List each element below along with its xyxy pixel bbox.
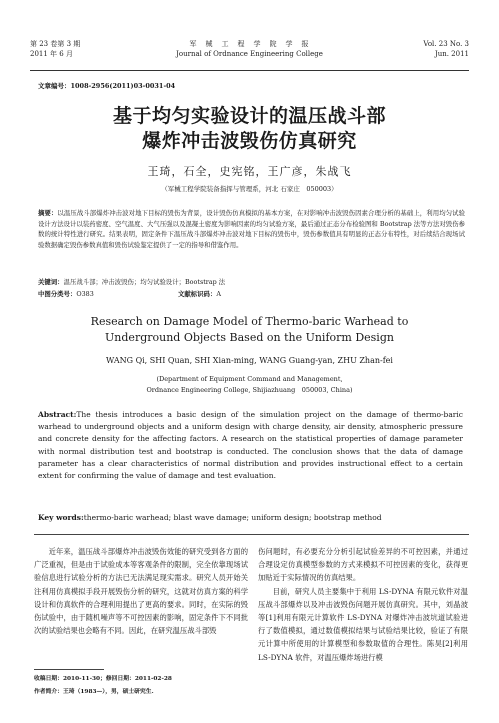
title-cn-line-2: 爆炸冲击波毁伤仿真研究: [142, 130, 357, 152]
keywords-cn-text: 温压战斗部；冲击波毁伤；均匀试验设计；Bootstrap 法: [63, 278, 226, 286]
affiliation-en: [0, 374, 499, 396]
body-column-right: [258, 545, 468, 664]
abstract-en-text: The thesis introduces a basic design of the simulation project on the damage of thermo-baric warhead to underground objects and a uniform design with charge density, air density, atmospheric pressure and concrete density for the affecting factors. A research on the statistical properties of damage parameter with normal distribution test and bootstrap is conducted. The conclusion shows that the data of damage parameter has a clear characteristics of normal distribution and provides instructional effect to a certain extent for confirming the value of damage and test evaluation.: [38, 410, 463, 481]
body-column-left: [34, 545, 248, 637]
abstract-cn-text: 以温压战斗部爆炸冲击波对地下目标的毁伤为背景，设计毁伤仿真模拟的基本方案，在对影响冲击波毁伤因素合理分析的基础上，利用均匀试验设计方法设计以装药密度、空气温度、大气压强以及混凝土密度为影响因素的均匀试验方案，最后通过正态分布检验图和 Bootstrap 法等方法对毁伤参数的统计特性进行研究。结果表明，固定条件下温压战斗部爆炸冲击波对地下目标的毁伤中，毁伤参数值具有明显的正态分布特性，对后续结合现场试验数据确定毁伤参数真值和毁伤试验鉴定提供了一定的指导和借鉴作用。: [38, 209, 466, 249]
clc-label: 中图分类号：: [38, 290, 77, 298]
body-paragraph: 伤问题时，有必要充分分析引起试验差异的不可控因素，并通过合理设定仿真模型参数的方式来模拟不可控因素的变化，获得更加贴近于实际情况的仿真结果。: [258, 547, 468, 583]
body-paragraph: 目前，研究人员主要集中于利用 LS-DYNA 有限元软件对温压战斗部爆炸以及冲击波毁伤问题开展仿真研究。其中，刘晶波等[1]利用有限元计算软件 LS-DYNA 对爆炸冲击波坑道试验进行了数值模拟，通过数值模拟结果与试验结果比较，验证了有限元计算中所使用的计算模型和参数取值的合理性。陈昊[2]利用 LS-DYNA 软件，对温压爆炸场进行模: [258, 586, 468, 662]
affiliation-cn: （军械工程学院装备指挥与管理系，河北 石家庄 050003）: [161, 185, 338, 193]
affiliation-en-line-1: (Department of Equipment Command and Management,: [156, 375, 343, 383]
title-en-line-2: Underground Objects Based on the Uniform Design: [105, 331, 394, 344]
abstract-cn: [38, 208, 465, 250]
issue-cn: 第 23 卷第 3 期: [30, 40, 81, 48]
classification-row: [38, 289, 338, 299]
abstract-en-label: Abstract:: [38, 410, 77, 419]
title-cn: [0, 104, 499, 154]
clc-value: O383: [76, 290, 94, 298]
doc-code-value: A: [216, 290, 221, 298]
header-divider: [30, 70, 469, 71]
keywords-cn-label: 关键词：: [38, 278, 64, 286]
abstract-cn-label: 摘要：: [38, 209, 58, 217]
header-center: [30, 39, 469, 59]
keywords-en-label: Key words:: [38, 513, 84, 522]
affiliation-en-line-2: Ordnance Engineering College, Shijiazhuang 050003, China): [146, 386, 353, 394]
abstract-en: [38, 409, 463, 482]
footnote-author: 作者简介：王琦（1983—），男，硕士研究生.: [34, 689, 154, 695]
authors-en: WANG Qi, SHI Quan, SHI Xian-ming, WANG Guang-yan, ZHU Zhan-fei: [106, 356, 393, 365]
body-paragraph: 近年来，温压战斗部爆炸冲击波毁伤效能的研究受到各方面的广泛重视，但是由于试验成本等客观条件的限制，完全依靠现场试验信息进行试验分析的方法已无法满足现实需求。研究人员开始关注利用仿真模拟手段开展毁伤分析的研究，这就对仿真方案的科学设计和仿真软件的合理利用提出了更高的要求。同时，在实际的毁伤试验中，由于随机噪声等不可控因素的影响，固定条件下不同批次的试验结果也会略有不同。因此，在研究温压战斗部毁: [34, 547, 248, 636]
keywords-cn: [38, 277, 225, 287]
keywords-en-text: thermo-baric warhead; blast wave damage; uniform design; bootstrap method: [83, 513, 382, 522]
date-cn: 2011 年 6 月: [30, 50, 73, 58]
body-divider: [34, 534, 469, 535]
date-en: Jun. 2011: [434, 50, 469, 58]
doc-code-label: 文献标识码：: [178, 290, 217, 298]
title-cn-line-1: 基于均匀实验设计的温压战斗部: [112, 105, 386, 127]
journal-name-cn: 军 械 工 程 学 院 学 报: [189, 40, 310, 48]
header-right: [423, 39, 469, 59]
journal-name-en: Journal of Ordnance Engineering College: [176, 50, 323, 58]
footnote-divider: [34, 669, 104, 670]
volume-en: Vol. 23 No. 3: [423, 40, 469, 48]
authors-cn: 王琦，石全，史宪铭，王广彦，朱战飞: [147, 165, 352, 178]
title-en: [0, 314, 499, 346]
keywords-en: [38, 512, 463, 523]
footnote-received: 收稿日期：2010-11-30；修回日期：2011-02-28: [34, 676, 172, 682]
title-en-line-1: Research on Damage Model of Thermo-baric Warhead to: [90, 315, 409, 328]
doc-code: [178, 289, 221, 299]
article-number: 文章编号：1008-2956(2011)03-0031-04: [38, 82, 176, 90]
